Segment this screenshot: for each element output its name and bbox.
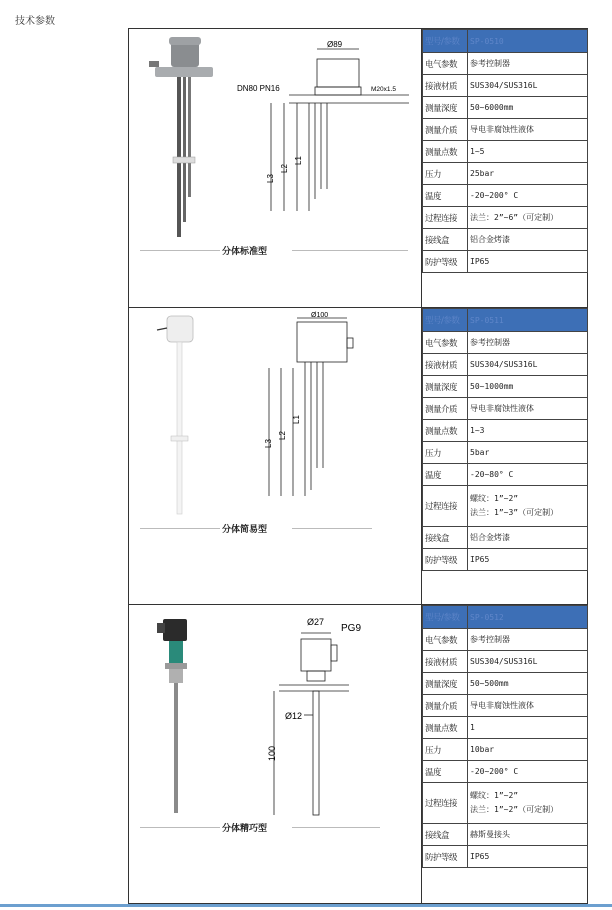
spec-label: 测量深度	[423, 673, 468, 695]
spec-header-code: SP-0511	[468, 309, 588, 332]
spec-label: 测量点数	[423, 717, 468, 739]
spec-row	[423, 420, 588, 442]
spec-value: 参考控制器	[468, 53, 588, 75]
spec-header-label: 型号/参数	[423, 606, 468, 629]
spec-row	[423, 549, 588, 571]
product-3-photo	[157, 619, 187, 813]
product-3-drawing	[129, 605, 421, 903]
spec-value: 50~6000mm	[468, 97, 588, 119]
spec-label: 测量介质	[423, 119, 468, 141]
spec-value	[468, 783, 588, 824]
spec-row	[423, 717, 588, 739]
p3-dim-dia: Ø27	[307, 617, 325, 627]
p3-dim-rod: Ø12	[285, 711, 303, 721]
p1-dim-l3: L3	[266, 174, 275, 183]
spec-row	[423, 141, 588, 163]
spec-value: 导电非腐蚀性液体	[468, 119, 588, 141]
spec-row	[423, 695, 588, 717]
product-2-drawing	[129, 308, 421, 604]
spec-value: -20~80° C	[468, 464, 588, 486]
spec-value: 铝合金烤漆	[468, 229, 588, 251]
product-1-spec-table	[422, 29, 588, 273]
caption-rule	[140, 250, 220, 251]
spec-row	[423, 651, 588, 673]
spec-header-label: 型号/参数	[423, 30, 468, 53]
spec-label: 温度	[423, 464, 468, 486]
spec-value-line: 螺纹：1”~2”	[470, 494, 519, 503]
spec-row	[423, 207, 588, 229]
spec-value: 铝合金烤漆	[468, 527, 588, 549]
spec-row	[423, 673, 588, 695]
spec-row	[423, 354, 588, 376]
spec-value: SUS304/SUS316L	[468, 354, 588, 376]
spec-row	[423, 527, 588, 549]
p2-dim-l3: L3	[264, 439, 273, 448]
spec-label: 电气参数	[423, 53, 468, 75]
spec-row	[423, 163, 588, 185]
spec-row	[423, 75, 588, 97]
spec-row	[423, 251, 588, 273]
spec-value: -20~200° C	[468, 185, 588, 207]
spec-row	[423, 53, 588, 75]
product-3-spec-table	[422, 605, 588, 868]
caption-rule	[292, 827, 380, 828]
spec-value: 1~3	[468, 420, 588, 442]
spec-label: 测量介质	[423, 695, 468, 717]
spec-value: 10bar	[468, 739, 588, 761]
spec-label: 过程连接	[423, 486, 468, 527]
spec-value: SUS304/SUS316L	[468, 651, 588, 673]
product-3-caption: 分体精巧型	[222, 824, 268, 834]
p1-dim-thread: M20x1.5	[371, 86, 396, 93]
spec-value: 赫斯曼接头	[468, 824, 588, 846]
spec-value: 1~5	[468, 141, 588, 163]
spec-value: IP65	[468, 846, 588, 868]
spec-value-line: 法兰：1”~2”（可定制）	[470, 805, 559, 814]
spec-row	[423, 846, 588, 868]
spec-value: 导电非腐蚀性液体	[468, 695, 588, 717]
spec-value: 25bar	[468, 163, 588, 185]
caption-rule	[292, 250, 408, 251]
spec-label: 接液材质	[423, 75, 468, 97]
product-2-photo	[157, 316, 193, 514]
spec-label: 测量深度	[423, 376, 468, 398]
spec-row	[423, 97, 588, 119]
spec-label: 电气参数	[423, 332, 468, 354]
caption-rule	[140, 528, 220, 529]
spec-value: IP65	[468, 549, 588, 571]
spec-row	[423, 185, 588, 207]
p2-dim-l1: L1	[292, 415, 301, 424]
spec-row	[423, 629, 588, 651]
product-2-caption: 分体简易型	[222, 525, 268, 535]
p3-dim-len: 100	[267, 745, 277, 761]
spec-label: 防护等级	[423, 846, 468, 868]
caption-rule	[292, 528, 372, 529]
spec-value-line: 螺纹：1”~2”	[470, 791, 519, 800]
p1-dim-flange: DN80 PN16	[237, 84, 280, 93]
spec-value: 50~1000mm	[468, 376, 588, 398]
spec-header-code: SP-0512	[468, 606, 588, 629]
spec-label: 压力	[423, 163, 468, 185]
spec-row	[423, 398, 588, 420]
spec-label: 接线盒	[423, 824, 468, 846]
spec-value: 1	[468, 717, 588, 739]
spec-label: 测量点数	[423, 420, 468, 442]
p2-dim-dia: Ø100	[311, 312, 329, 319]
spec-row	[423, 376, 588, 398]
product-1-caption: 分体标准型	[222, 247, 268, 257]
spec-header-row	[423, 309, 588, 332]
section-heading: 技术参数	[15, 16, 55, 27]
spec-header-label: 型号/参数	[423, 309, 468, 332]
spec-label: 接线盒	[423, 527, 468, 549]
spec-label: 过程连接	[423, 207, 468, 229]
spec-value: 5bar	[468, 442, 588, 464]
product-2-schematic	[269, 318, 353, 496]
spec-label: 温度	[423, 185, 468, 207]
spec-label: 防护等级	[423, 251, 468, 273]
product-1-photo	[149, 37, 213, 237]
spec-header-code: SP-0510	[468, 30, 588, 53]
spec-row	[423, 761, 588, 783]
product-1-schematic	[271, 49, 409, 211]
spec-label: 接液材质	[423, 651, 468, 673]
p2-dim-l2: L2	[278, 431, 287, 440]
spec-value-line: 法兰：1”~3”（可定制）	[470, 508, 559, 517]
p1-dim-dia: Ø89	[327, 40, 343, 49]
spec-label: 压力	[423, 739, 468, 761]
spec-label: 测量介质	[423, 398, 468, 420]
p3-dim-conn: PG9	[341, 623, 362, 634]
product-3-schematic	[274, 633, 349, 815]
spec-row	[423, 783, 588, 824]
spec-label: 电气参数	[423, 629, 468, 651]
spec-value: 50~500mm	[468, 673, 588, 695]
spec-value: IP65	[468, 251, 588, 273]
spec-row	[423, 229, 588, 251]
spec-value: 法兰：2”~6”（可定制）	[468, 207, 588, 229]
product-2-spec-table	[422, 308, 588, 571]
spec-label: 过程连接	[423, 783, 468, 824]
spec-value: 参考控制器	[468, 332, 588, 354]
product-1-drawing	[129, 29, 421, 307]
spec-value: -20~200° C	[468, 761, 588, 783]
spec-label: 防护等级	[423, 549, 468, 571]
spec-header-row	[423, 606, 588, 629]
spec-value	[468, 486, 588, 527]
spec-label: 测量点数	[423, 141, 468, 163]
spec-row	[423, 464, 588, 486]
spec-label: 测量深度	[423, 97, 468, 119]
bottom-accent-bar	[0, 904, 612, 907]
spec-row	[423, 739, 588, 761]
spec-label: 温度	[423, 761, 468, 783]
spec-header-row	[423, 30, 588, 53]
caption-rule	[140, 827, 220, 828]
p1-dim-l1: L1	[294, 156, 303, 165]
spec-row	[423, 119, 588, 141]
spec-label: 接线盒	[423, 229, 468, 251]
p1-dim-l2: L2	[280, 164, 289, 173]
spec-value: SUS304/SUS316L	[468, 75, 588, 97]
spec-value: 导电非腐蚀性液体	[468, 398, 588, 420]
spec-value: 参考控制器	[468, 629, 588, 651]
spec-row	[423, 442, 588, 464]
spec-label: 接液材质	[423, 354, 468, 376]
spec-label: 压力	[423, 442, 468, 464]
spec-row	[423, 824, 588, 846]
spec-row	[423, 332, 588, 354]
spec-row	[423, 486, 588, 527]
